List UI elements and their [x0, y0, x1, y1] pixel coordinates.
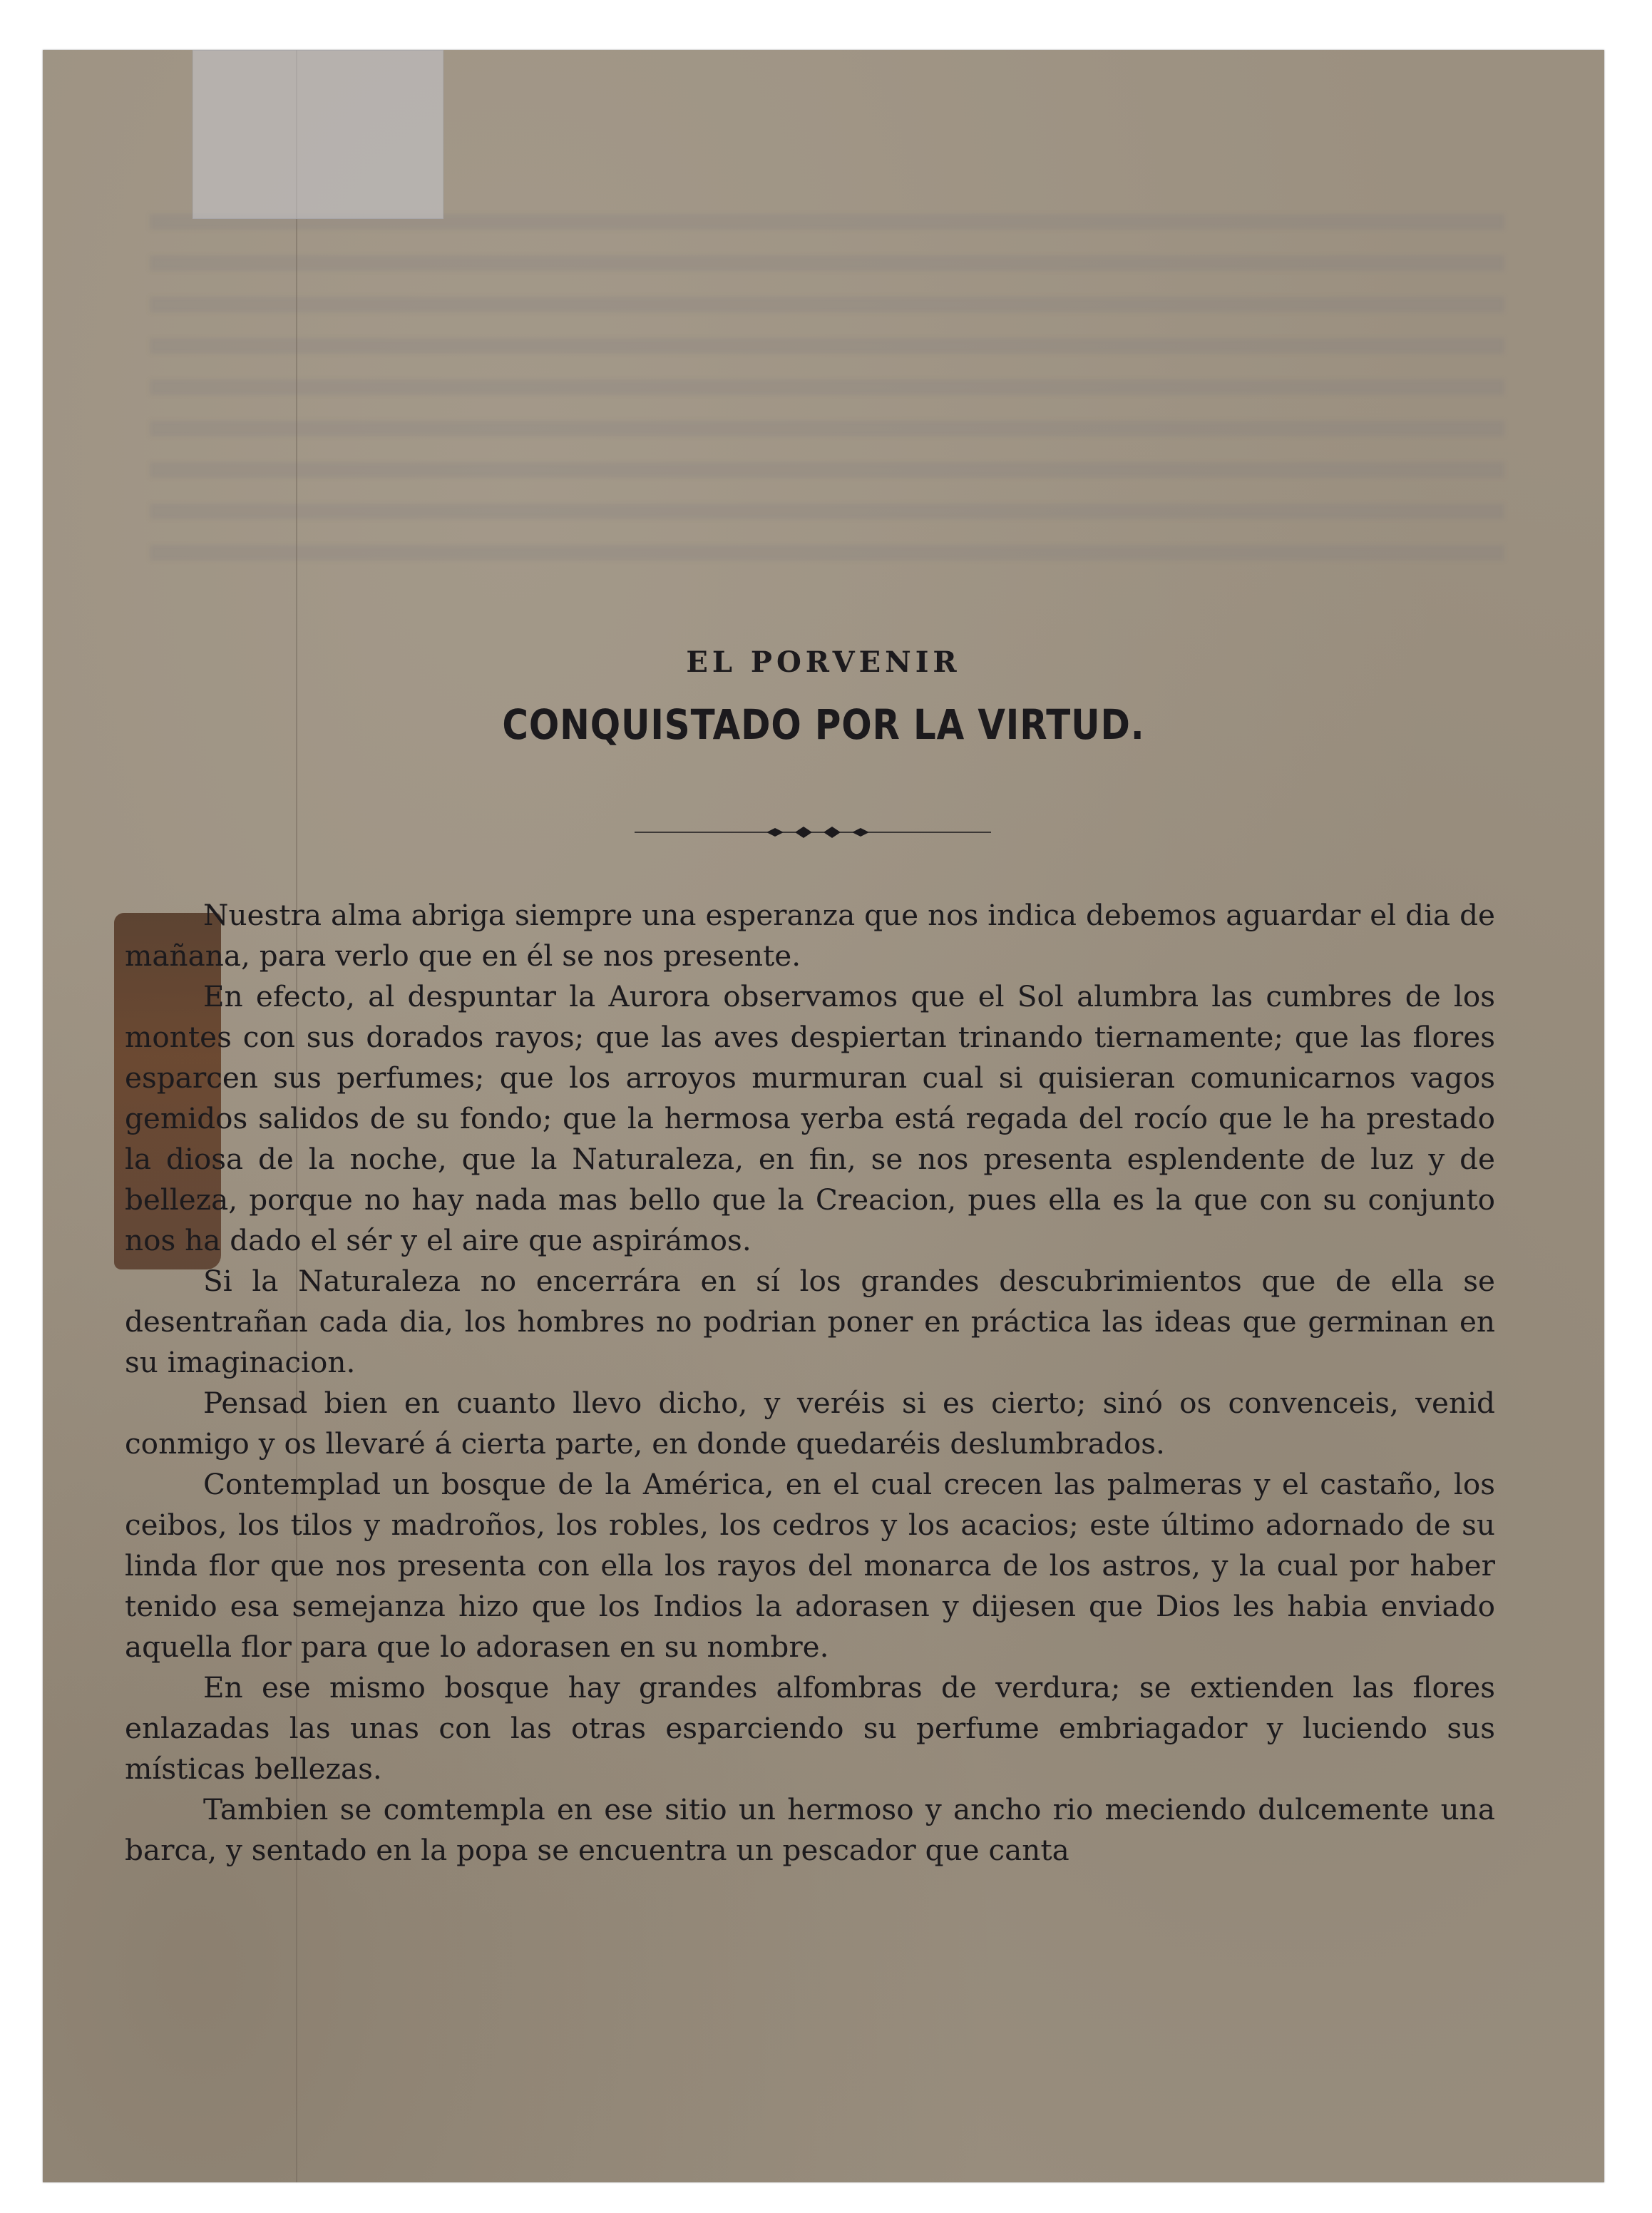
- tape-strip: [193, 50, 443, 219]
- paragraph: En efecto, al despuntar la Aurora observamos que el Sol alumbra las cumbres de los montes con sus dorados rayos; que las aves despiertan trinando tiernamente; que las flores esparcen sus perfumes; que los arroyos murmuran cual si quisieran comunicarnos vagos gemidos salidos de su fondo; que la hermosa yerba está regada del rocío que le ha prestado la diosa de la noche, que la Naturaleza, en fin, se nos presenta esplendente de luz y de belleza, porque no hay nada mas bello que la Creacion, pues ella es la que con su conjunto nos ha dado el sér y el aire que aspirámos.: [125, 979, 1495, 1257]
- paragraph: Contemplad un bosque de la América, en el cual crecen las palmeras y el castaño, los ceibos, los tilos y madroños, los robles, los cedros y los acacios; este último adornado de su linda flor que nos presenta con ella los rayos del monarca de los astros, y la cual por haber tenido esa semejanza hizo que los Indios la adorasen y dijesen que Dios les habia enviado aquella flor para que lo adorasen en su nombre.: [125, 1467, 1495, 1664]
- page-title: EL PORVENIR: [686, 645, 961, 679]
- page-subtitle: CONQUISTADO POR LA VIRTUD.: [502, 700, 1145, 749]
- paragraph: Nuestra alma abriga siempre una esperanza que nos indica debemos aguardar el dia de mañana, para verlo que en él se nos presente.: [125, 898, 1495, 973]
- paragraph: En ese mismo bosque hay grandes alfombras de verdura; se extienden las flores enlazadas las unas con las otras esparciendo su perfume embriagador y luciendo sus místicas bellezas.: [125, 1670, 1495, 1786]
- paragraph: Si la Naturaleza no encerrára en sí los grandes descubrimientos que de ella se desentrañan cada dia, los hombres no podrian poner en práctica las ideas que germinan en su imaginacion.: [125, 1264, 1495, 1379]
- ornament-divider: [635, 822, 991, 843]
- article-body: [125, 895, 1495, 1871]
- heading-block: [43, 645, 1604, 749]
- bleed-through-text: [150, 214, 1504, 585]
- paragraph: Pensad bien en cuanto llevo dicho, y veréis si es cierto; sinó os convenceis, venid conmigo y os llevaré á cierta parte, en donde quedaréis deslumbrados.: [125, 1386, 1495, 1461]
- paragraph: Tambien se comtempla en ese sitio un hermoso y ancho rio meciendo dulcemente una barca, y sentado en la popa se encuentra un pescador que canta: [125, 1792, 1495, 1867]
